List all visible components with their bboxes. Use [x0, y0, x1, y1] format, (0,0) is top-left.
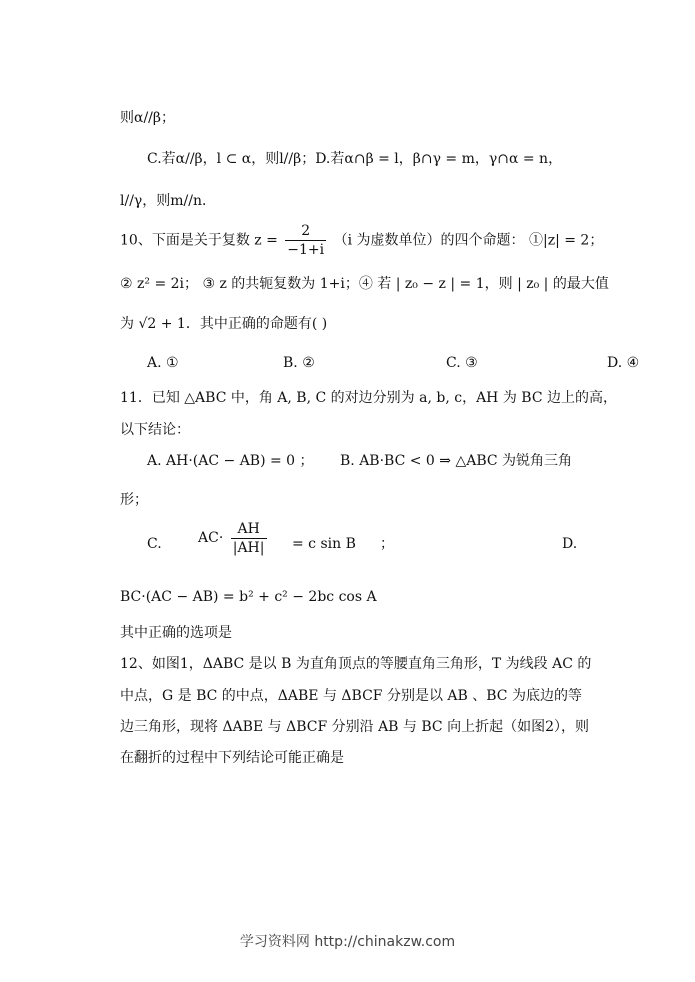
text-line: BC·(AC − AB) = b² + c² − 2bc cos A — [120, 589, 377, 605]
text-line: 形； — [120, 492, 148, 508]
text-line: C.若α//β，l ⊂ α，则l//β；D.若α∩β = l，β∩γ = m，γ∩α = n， — [147, 151, 563, 167]
option-c-expression — [198, 518, 270, 558]
fraction-denominator: |AH| — [232, 539, 265, 556]
option-c: C. ③ — [446, 355, 478, 371]
text-line: 中点，G 是 BC 的中点，ΔABE 与 ΔBCF 分别是以 AB 、BC 为底边的等 — [120, 688, 582, 704]
text-line: 则α//β； — [120, 110, 175, 126]
separator: ； — [380, 536, 394, 552]
option-c-rhs: = c sin B — [292, 536, 356, 552]
text-line: 为 √2 + 1．其中正确的命题有( ) — [120, 316, 328, 332]
option-c-label: C. — [147, 536, 162, 552]
text-line: 以下结论： — [120, 422, 190, 438]
text-span: AC· — [198, 530, 224, 546]
option-a: A. ① — [147, 355, 179, 371]
footer-watermark: 学习资料网 http://chinakzw.com — [239, 934, 456, 950]
text-line: 12、如图1，ΔABC 是以 B 为直角顶点的等腰直角三角形，T 为线段 AC 的 — [120, 656, 592, 672]
option-d-label: D. — [562, 536, 578, 552]
question-10 — [120, 222, 603, 259]
text-line: 在翻折的过程中下列结论可能正确是 — [120, 750, 344, 766]
text-line: 其中正确的选项是 — [120, 625, 232, 641]
fraction-numerator: 2 — [285, 222, 326, 241]
option-b: B. AB·BC < 0 ⇒ △ABC 为锐角三角 — [340, 453, 573, 469]
option-a: A. AH·(AC − AB) = 0 ； — [147, 453, 314, 469]
fraction — [231, 520, 267, 557]
text-span: （i 为虚数单位）的四个命题： ①|z| = 2； — [333, 232, 604, 249]
text-line: 边三角形，现将 ΔABE 与 ΔBCF 分别沿 AB 与 BC 向上折起（如图2），则 — [120, 719, 589, 735]
option-b: B. ② — [283, 355, 315, 371]
text-span: 10、下面是关于复数 z = — [120, 232, 278, 249]
option-d: D. ④ — [607, 355, 640, 371]
fraction-denominator: −1+i — [287, 242, 325, 258]
fraction-numerator: AH — [231, 520, 267, 539]
text-line: l//γ，则m//n． — [120, 193, 217, 209]
fraction — [285, 222, 326, 259]
text-line: ② z² = 2i； ③ z 的共轭复数为 1+i；④ 若 | z₀ − z | = 1，则 | z₀ | 的最大值 — [120, 276, 609, 292]
text-line: 11．已知 △ABC 中，角 A, B, C 的对边分别为 a, b, c，AH 为 BC 边上的高， — [120, 390, 617, 406]
